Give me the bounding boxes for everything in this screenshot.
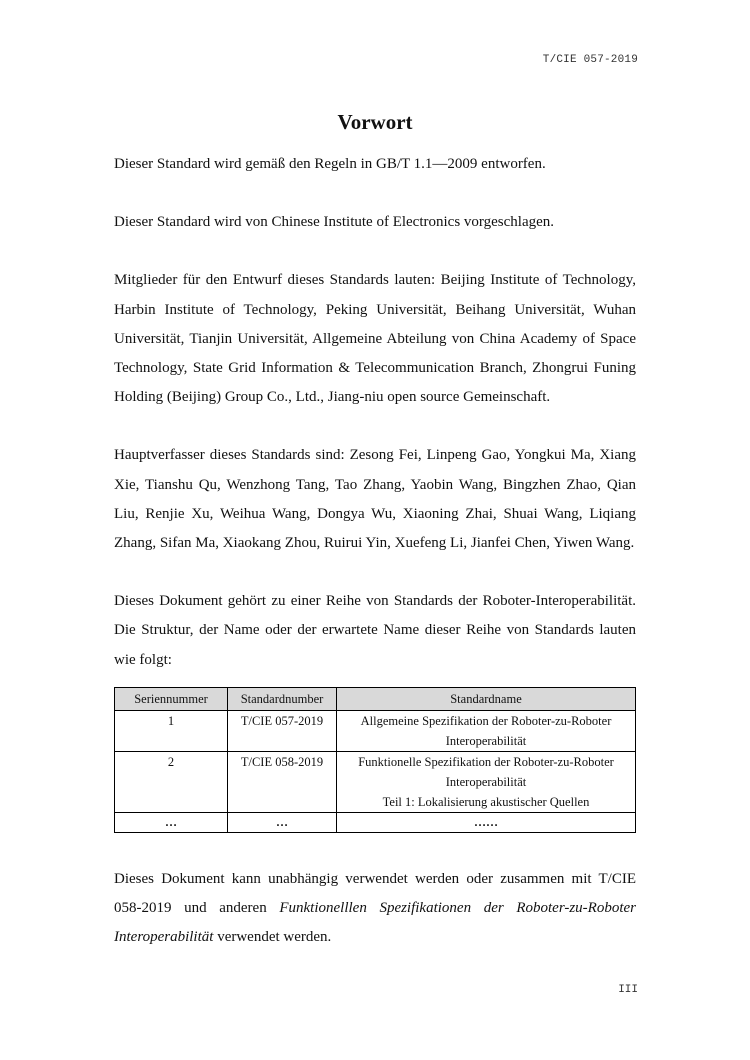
table-row-ellipsis: [115, 812, 636, 832]
table-header-row: [115, 687, 636, 710]
standard-name-line: Allgemeine Spezifikation der Roboter-zu-Roboter: [360, 713, 612, 728]
paragraph-drafting-members: Mitglieder für den Entwurf dieses Standards lauten: Beijing Institute of Technology, Harbin Institute of Technology, Peking Universität, Beihang Universität, Wuhan Universität, Tianjin Universität, Allgemeine Abteilung von China Academy of Space Technology, State Grid Information & Telecommunication Branch, Zhongrui Funing Holding (Beijing) Group Co., Ltd., Jiang-niu open source Gemeinschaft.: [114, 272, 636, 406]
paragraph-drafting-rules: Dieser Standard wird gemäß den Regeln in GB/T 1.1—2009 entworfen.: [114, 156, 546, 172]
table-row: [115, 751, 636, 812]
standard-name-line: Interoperabilität: [445, 774, 527, 789]
usage-note-text-start: Dieses Dokument kann unabhängig verwendet werden oder zusammen mit T/CIE 058-2019 und anderen: [114, 870, 636, 917]
cell-standard-number: T/CIE 058-2019: [228, 751, 337, 812]
main-content: [114, 150, 636, 967]
cell-standard-number: T/CIE 057-2019: [228, 710, 337, 751]
standard-name-line: Teil 1: Lokalisierung akustischer Quellen: [382, 794, 590, 809]
cell-ellipsis: ……: [337, 812, 636, 832]
cell-series-number: 1: [115, 710, 228, 751]
cell-series-number: 2: [115, 751, 228, 812]
table-row: [115, 710, 636, 751]
page-number: III: [618, 984, 638, 996]
cell-standard-name: [337, 710, 636, 751]
cell-ellipsis: …: [228, 812, 337, 832]
paragraph-series-intro: Dieses Dokument gehört zu einer Reihe von Standards der Roboter-Interoperabilität. Die Struktur, der Name oder der erwartete Name dieser Reihe von Standards lauten wie folgt:: [114, 593, 636, 668]
paragraph-main-authors: Hauptverfasser dieses Standards sind: Zesong Fei, Linpeng Gao, Yongkui Ma, Xiang Xie, Tianshu Qu, Wenzhong Tang, Tao Zhang, Yaobin Wang, Bingzhen Zhao, Qian Liu, Renjie Xu, Weihua Wang, Dongya Wu, Xiaoning Zhai, Shuai Wang, Liqiang Zhang, Sifan Ma, Xiaokang Zhou, Ruirui Yin, Xuefeng Li, Jianfei Chen, Yiwen Wang.: [114, 447, 636, 552]
cell-ellipsis: …: [115, 812, 228, 832]
standard-name-line: Funktionelle Spezifikation der Roboter-zu-Roboter: [358, 754, 614, 769]
column-header-standard-name: Standardname: [337, 687, 636, 710]
usage-note-text-end: verwendet werden.: [213, 929, 332, 946]
cell-standard-name: [337, 751, 636, 812]
usage-note-italic-title: Funktionelllen Spezifikationen der Roboter-zu-Roboter Interoperabilität: [114, 900, 637, 946]
column-header-series-number: Seriennummer: [115, 687, 228, 710]
document-id-header: T/CIE 057-2019: [542, 54, 638, 66]
standards-series-table: [114, 687, 636, 833]
standard-name-line: Interoperabilität: [445, 733, 527, 748]
paragraph-proposer: Dieser Standard wird von Chinese Institute of Electronics vorgeschlagen.: [114, 214, 555, 231]
column-header-standard-number: Standardnumber: [228, 687, 337, 710]
page-title: Vorwort: [337, 110, 413, 134]
paragraph-usage-note: [114, 865, 636, 953]
